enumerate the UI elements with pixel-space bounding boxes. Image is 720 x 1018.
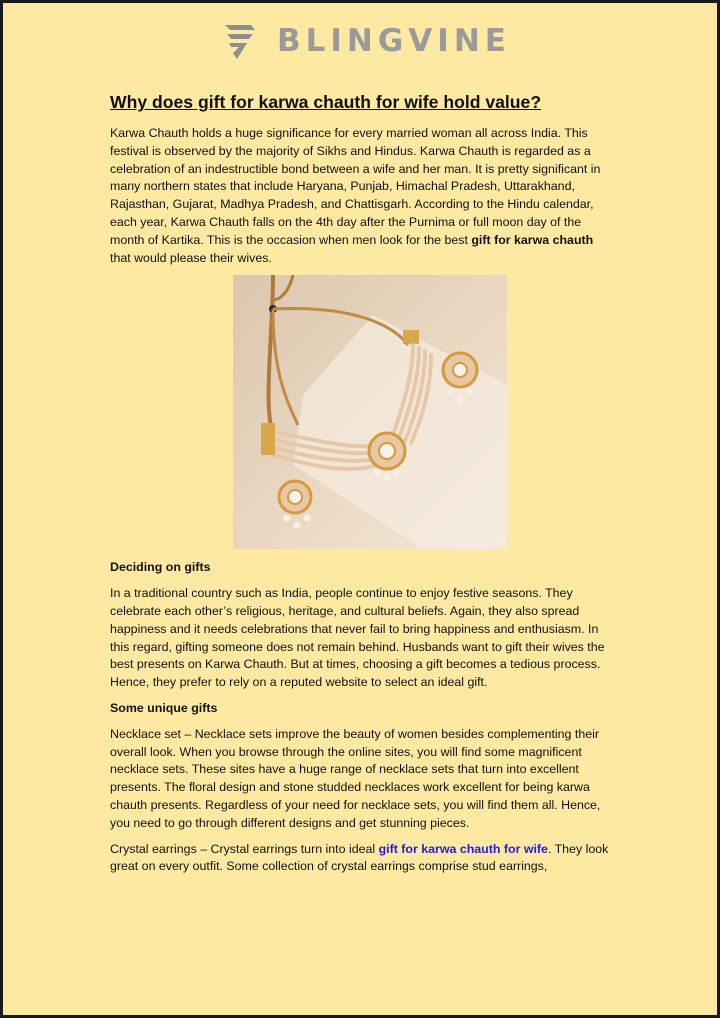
intro-bold-keyword: gift for karwa chauth	[471, 232, 594, 247]
blingvine-logo-icon	[221, 21, 261, 61]
brand-logo[interactable]	[221, 21, 511, 61]
gift-link[interactable]: gift for karwa chauth for wife	[378, 841, 548, 856]
section-heading-unique-gifts: Some unique gifts	[110, 700, 218, 715]
section-heading-deciding: Deciding on gifts	[110, 560, 211, 575]
earrings-text: Crystal earrings – Crystal earrings turn into ideal	[110, 841, 379, 856]
brand-name: BLINGVINE	[277, 23, 511, 59]
intro-text-end: that would please their wives.	[110, 250, 272, 265]
section-paragraph-deciding: In a traditional country such as India, people continue to enjoy festive seasons. They celebrate each other’s religious, heritage, and cultural beliefs. Again, they also spread happiness and it needs celebrations that never fail to bring happiness and enthusiasm. In this regard, gifting someone does not remain behind. Husbands want to gift their wives the best presents on Karwa Chauth. But at times, choosing a gift becomes a tedious process. Hence, they prefer to rely on a reputed website to select an ideal gift.	[110, 586, 605, 690]
article-content	[110, 91, 610, 884]
section-paragraph-earrings	[110, 841, 610, 877]
article-title: Why does gift for karwa chauth for wife hold value?	[110, 92, 542, 112]
pearl-kundan-necklace-set-image	[233, 275, 507, 549]
intro-paragraph	[110, 125, 610, 267]
section-paragraph-necklace: Necklace set – Necklace sets improve the beauty of women besides complementing their overall look. When you browse through the online sites, you will find some magnificent necklace sets. These sites have a huge range of necklace sets that turn into excellent presents. The floral design and stone studded necklaces work excellent for being karwa chauth presents. Regardless of your need for necklace sets, you will find them all. Hence, you need to go through different designs and get stunning pieces.	[110, 726, 601, 830]
intro-text: Karwa Chauth holds a huge significance for every married woman all across India. This festival is observed by the majority of Sikhs and Hindus. Karwa Chauth is regarded as a celebration of an indestructible bond between a wife and her man. It is pretty significant in many northern states that include Haryana, Punjab, Himachal Pradesh, Uttarakhand, Rajasthan, Gujarat, Madhya Pradesh, and Chattisgarh. According to the Hindu calendar, each year, Karwa Chauth falls on the 4th day after the Purnima or full moon day of the month of Kartika. This is the occasion when men look for the best	[110, 126, 601, 247]
earrings-text-end: . They look great on every outfit. Some collection of crystal earrings comprise stud earrings,	[110, 841, 609, 874]
